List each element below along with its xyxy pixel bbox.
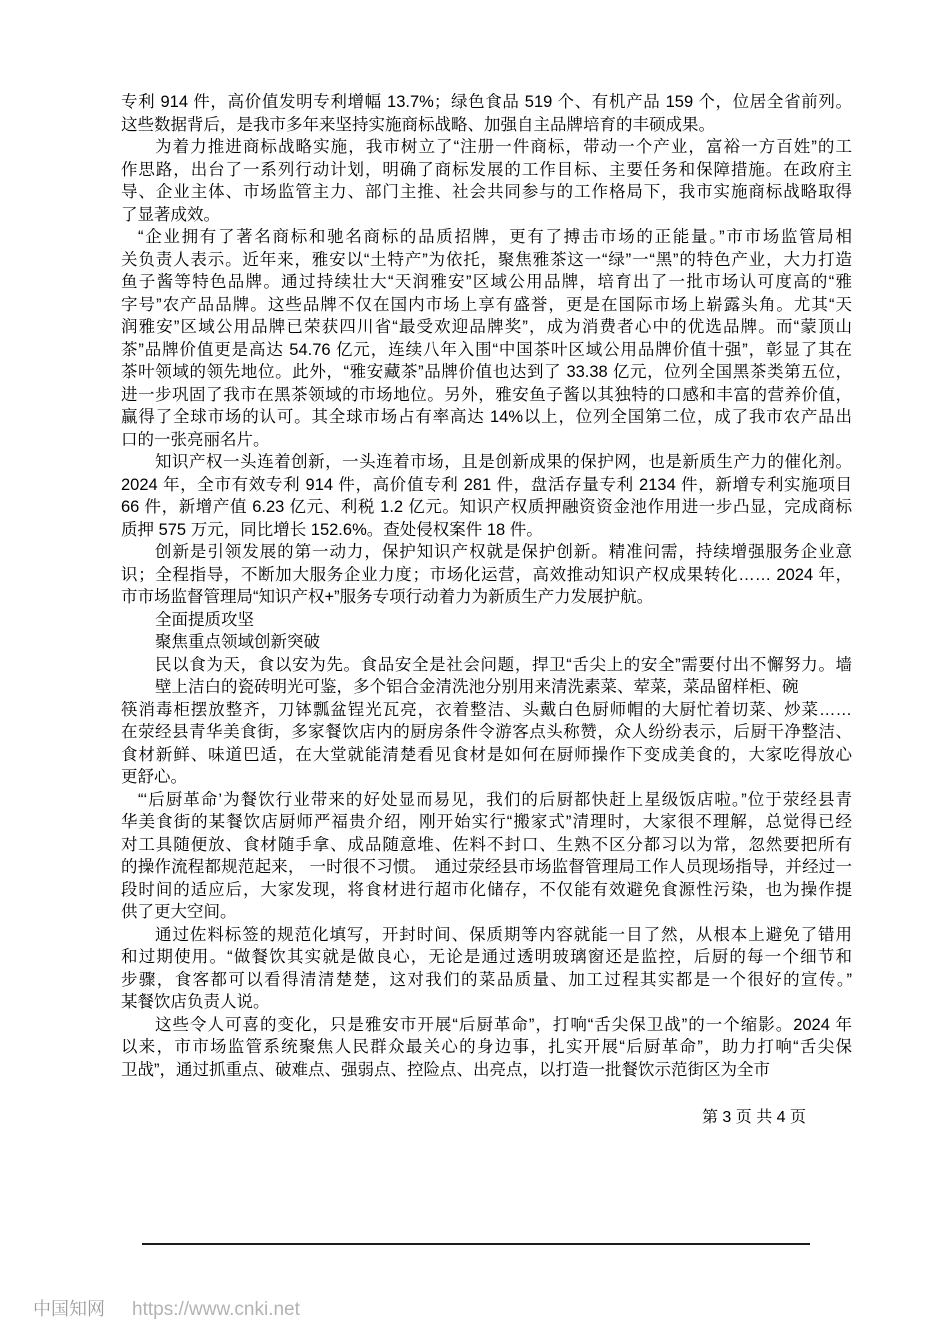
text-line: 作思路，出台了一系列行动计划，明确了商标发展的工作目标、主要任务和保障措施。在政府主: [121, 160, 852, 179]
text-line: 的操作流程都规范起来， 一时很不习惯。 通过荥经县市场监督管理局工作人员现场指导，并经过一: [121, 858, 852, 876]
text-line: 这些数据背后，是我市多年来坚持实施商标战略、加强自主品牌培育的丰硕成果。: [121, 115, 715, 134]
text-line: 创新是引领发展的第一动力，保护知识产权就是保护创新。精准问需，持续增强服务企业意: [155, 543, 852, 561]
text-line: 赢得了全球市场的认可。其全球市场占有率高达 14%以上，位列全国第二位，成了我市农产品出: [121, 408, 852, 426]
text-line: 和过期使用。“做餐饮其实就是做良心，无论是通过透明玻璃窗还是监控，后厨的每一个细节和: [121, 948, 852, 966]
text-line: 导、企业主体、市场监管主力、部门主推、社会共同参与的工作格局下，我市实施商标战略取得: [121, 183, 852, 201]
text-line: 段时间的适应后，大家发现，将食材进行超市化储存，不仅能有效避免食源性污染，也为操作提: [121, 880, 852, 899]
text-line: 民以食为天，食以安为先。食品安全是社会问题，捍卫“舌尖上的安全”需要付出不懈努力。墙: [155, 655, 852, 674]
text-line: 更舒心。: [121, 768, 187, 786]
text-line: 通过佐料标签的规范化填写，开封时间、保质期等内容就能一目了然，从根本上避免了错用: [155, 925, 852, 944]
text-line: 鱼子酱等特色品牌。通过持续壮大“天润雅安”区域公用品牌，培育出了一批市场认可度高的“雅: [121, 273, 852, 291]
text-line: 筷消毒柜摆放整齐，刀钵瓢盆锃光瓦亮，衣着整洁、头戴白色厨师帽的大厨忙着切菜、炒菜……: [121, 700, 852, 719]
text-line: 质押 575 万元，同比增长 152.6%。查处侵权案件 18 件。: [121, 520, 543, 539]
text-line: 为着力推进商标战略实施，我市树立了“注册一件商标，带动一个产业，富裕一方百姓”的工: [155, 138, 852, 156]
text-line: 专利 914 件，高价值发明专利增幅 13.7%；绿色食品 519 个、有机产品 159 个，位居全省前列。: [121, 93, 852, 111]
cnki-url-link[interactable]: https://www.cnki.net: [132, 1299, 300, 1320]
text-line: “‘后厨革命’为餐饮行业带来的好处显而易见，我们的后厨都快赶上星级饭店啦。”位于荥经县青: [138, 790, 852, 809]
text-line: 卫战”，通过抓重点、破难点、强弱点、控险点、出亮点，以打造一批餐饮示范街区为全市: [121, 1060, 770, 1079]
text-line: 壁上洁白的瓷砖明光可鉴，多个铝合金清洗池分别用来清洗素菜、荤菜，菜品留样柜、碗: [155, 678, 799, 696]
text-line: 对工具随便放、食材随手拿、成品随意堆、佐料不封口、生熟不区分都习以为常，忽然要把所有: [121, 835, 852, 854]
text-line: 在荥经县青华美食街，多家餐饮店内的厨房条件令游客点头称赞，众人纷纷表示，后厨干净整洁、: [121, 723, 852, 741]
text-line: 某餐饮店负责人说。: [121, 993, 270, 1011]
text-line: 润雅安”区域公用品牌已荣获四川省“最受欢迎品牌奖”，成为消费者心中的优选品牌。而“蒙顶山: [121, 318, 852, 336]
text-line: 茶”品牌价值更是高达 54.76 亿元，连续八年入围“中国茶叶区域公用品牌价值十强”，彰显了其在: [121, 340, 852, 359]
cnki-brand-label: 中国知网: [33, 1299, 105, 1319]
text-line: 全面提质攻坚: [155, 610, 254, 629]
text-line: 这些令人可喜的变化，只是雅安市开展“后厨革命”，打响“舌尖保卫战”的一个缩影。2024 年: [155, 1015, 852, 1034]
text-line: 关负责人表示。近年来，雅安以“土特产”为依托，聚焦雅茶这一“绿”一“黑”的特色产业，大力打造: [121, 250, 852, 269]
document-body: [121, 91, 852, 1081]
text-line: 市市场监督管理局“知识产权+”服务专项行动着力为新质生产力发展护航。: [121, 588, 654, 606]
text-line: 了显著成效。: [121, 205, 220, 224]
text-line: 知识产权一头连着创新，一头连着市场，且是创新成果的保护网，也是新质生产力的催化剂。: [155, 453, 852, 471]
text-line: 步骤，食客都可以看得清清楚楚，这对我们的菜品质量、加工过程其实都是一个很好的宣传。”: [121, 970, 852, 989]
text-line: “企业拥有了著名商标和驰名商标的品质招牌，更有了搏击市场的正能量。”市市场监管局相: [138, 228, 852, 246]
footer-divider: [142, 1243, 810, 1245]
text-line: 华美食街的某餐饮店厨师严福贵介绍，刚开始实行“搬家式”清理时，大家很不理解，总觉得已经: [121, 813, 852, 831]
site-footer: [33, 1295, 300, 1321]
text-line: 聚焦重点领域创新突破: [155, 633, 320, 651]
text-line: 茶叶领域的领先地位。此外，“雅安藏茶”品牌价值也达到了 33.38 亿元，位列全国黑茶类第五位，: [121, 363, 852, 381]
page-number: 第 3 页 共 4 页: [701, 1109, 806, 1126]
text-line: 供了更大空间。: [121, 903, 237, 921]
text-line: 口的一张亮丽名片。: [121, 430, 270, 449]
text-line: 识；全程指导，不断加大服务企业力度；市场化运营，高效推动知识产权成果转化…… 2024 年，: [121, 565, 852, 584]
text-line: 2024 年，全市有效专利 914 件，高价值专利 281 件，盘活存量专利 2134 件，新增专利实施项目: [121, 475, 852, 494]
text-line: 字号”农产品品牌。这些品牌不仅在国内市场上享有盛誉，更是在国际市场上崭露头角。尤其“天: [121, 295, 852, 314]
text-line: 进一步巩固了我市在黑茶领域的市场地位。另外，雅安鱼子酱以其独特的口感和丰富的营养价值，: [121, 385, 852, 404]
text-line: 66 件，新增产值 6.23 亿元、利税 1.2 亿元。知识产权质押融资资金池作用进一步凸显，完成商标: [121, 498, 852, 516]
text-line: 以来，市市场监管系统聚焦人民群众最关心的身边事，扎实开展“后厨革命”，助力打响“舌尖保: [121, 1038, 852, 1056]
text-line: 食材新鲜、味道巴适，在大堂就能清楚看见食材是如何在厨师操作下变成美食的，大家吃得放心: [121, 745, 852, 764]
